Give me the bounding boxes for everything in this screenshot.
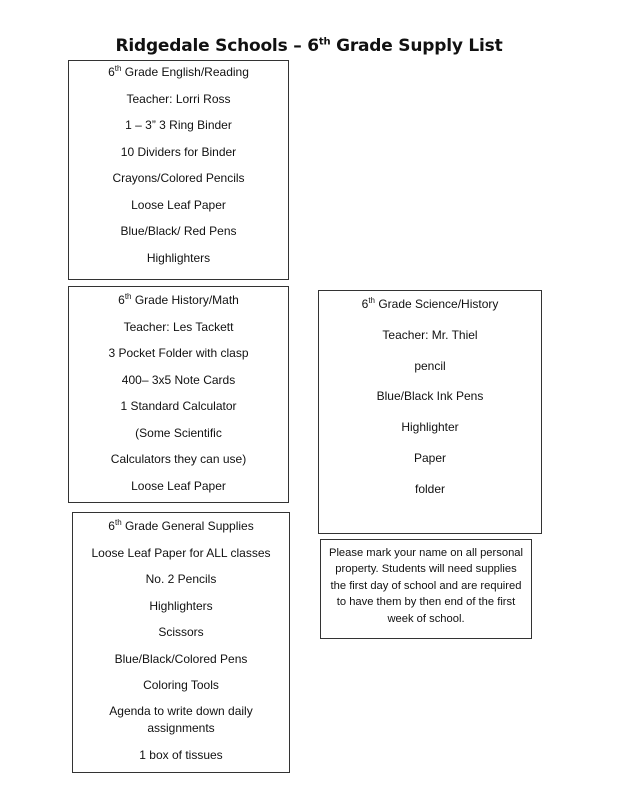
list-item: Blue/Black Ink Pens: [376, 389, 484, 404]
list-item: Crayons/Colored Pencils: [112, 171, 245, 185]
list-item: Teacher: Les Tackett: [123, 319, 234, 334]
title-suffix: Grade Supply List: [330, 36, 503, 56]
science-history-heading: 6th Grade Science/History: [361, 296, 499, 311]
page-title: [0, 36, 618, 56]
list-item: Agenda to write down daily assignments: [109, 703, 253, 735]
list-item: 1 Standard Calculator: [120, 399, 237, 413]
list-item: Highlighters: [146, 250, 211, 265]
english-reading-box: [68, 60, 289, 280]
history-math-box: [68, 286, 289, 503]
list-item: Teacher: Mr. Thiel: [382, 327, 478, 342]
english-reading-heading: 6th Grade English/Reading: [108, 64, 249, 79]
list-item: Coloring Tools: [143, 678, 219, 692]
list-item: Loose Leaf Paper: [131, 478, 226, 493]
list-item: Paper: [413, 450, 447, 465]
list-item: folder: [414, 481, 446, 496]
list-item: pencil: [414, 358, 446, 373]
notice-text: Please mark your name on all personal property. Students will need supplies the first day of school and are required to have them by then end of the first week of school.: [328, 547, 524, 625]
list-item: 1 – 3” 3 Ring Binder: [125, 118, 232, 132]
list-item: Blue/Black/ Red Pens: [120, 224, 237, 238]
title-prefix: Ridgedale Schools – 6: [115, 36, 319, 56]
list-item: 1 box of tissues: [139, 747, 223, 762]
list-item: Calculators they can use): [110, 452, 247, 466]
list-item: Highlighter: [401, 420, 459, 435]
list-item: Loose Leaf Paper for ALL classes: [91, 545, 271, 560]
history-math-heading: 6th Grade History/Math: [118, 292, 239, 307]
science-history-box: [318, 290, 542, 534]
list-item: Blue/Black/Colored Pens: [114, 651, 248, 666]
list-item: Loose Leaf Paper: [131, 197, 226, 212]
list-item: 400– 3x5 Note Cards: [121, 372, 236, 387]
notice-box: [320, 539, 532, 639]
title-superscript: th: [318, 36, 331, 48]
general-supplies-box: [72, 512, 290, 773]
list-item: No. 2 Pencils: [145, 572, 217, 586]
list-item: Scissors: [158, 625, 204, 639]
list-item: (Some Scientific: [135, 425, 222, 440]
list-item: 3 Pocket Folder with clasp: [108, 346, 249, 360]
list-item: Teacher: Lorri Ross: [126, 91, 231, 106]
list-item: 10 Dividers for Binder: [120, 144, 237, 159]
general-supplies-heading: 6th Grade General Supplies: [108, 518, 254, 533]
list-item: Highlighters: [149, 598, 213, 613]
